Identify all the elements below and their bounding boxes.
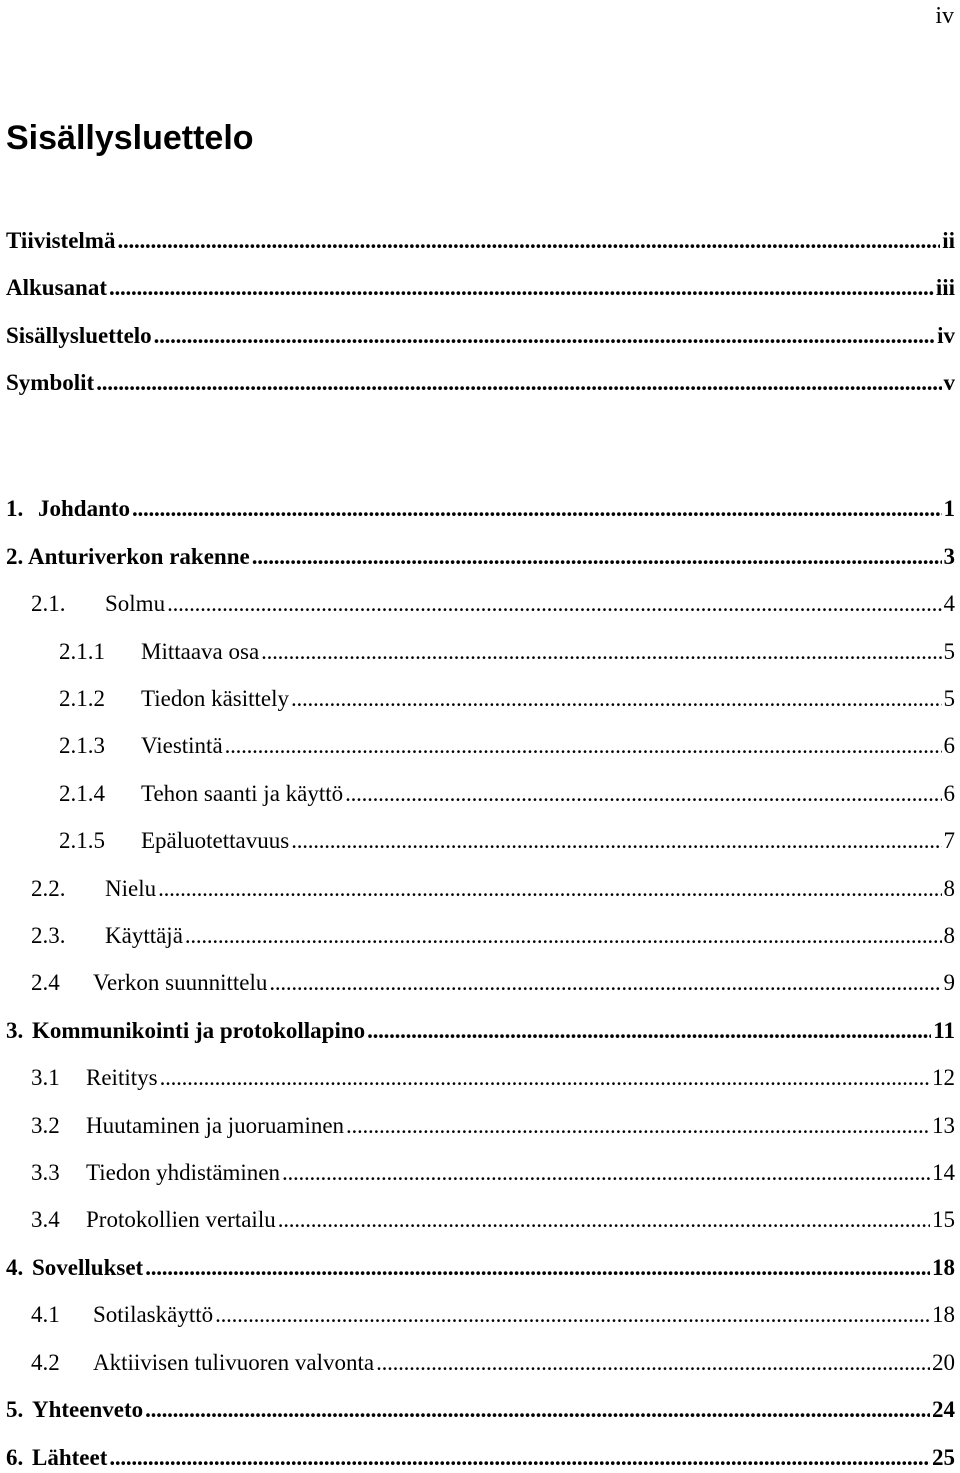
page-number: iv bbox=[935, 3, 954, 29]
toc-entry-number: 6. bbox=[6, 1445, 24, 1470]
toc-entry-title: Epäluotettavuus bbox=[141, 828, 290, 853]
toc-dot-leader bbox=[145, 1395, 930, 1425]
toc-entry[interactable] bbox=[31, 1348, 955, 1378]
toc-dot-leader bbox=[158, 874, 941, 904]
toc-entry[interactable] bbox=[59, 684, 955, 714]
toc-entry-page: iii bbox=[935, 275, 955, 300]
toc-entry-title: Tehon saanti ja käyttö bbox=[141, 781, 344, 806]
toc-entry-number: 2.1.3 bbox=[59, 733, 105, 758]
toc-entry-title: Viestintä bbox=[141, 733, 223, 758]
toc-entry[interactable] bbox=[31, 874, 955, 904]
toc-heading: Sisällysluettelo bbox=[6, 119, 254, 157]
toc-entry[interactable] bbox=[6, 1395, 955, 1425]
toc-dot-leader bbox=[291, 684, 941, 714]
toc-dot-leader bbox=[291, 826, 941, 856]
toc-entry-title: Aktiivisen tulivuoren valvonta bbox=[93, 1350, 375, 1375]
toc-entry-page: iv bbox=[937, 323, 955, 348]
toc-entry-page: v bbox=[943, 370, 955, 395]
toc-dot-leader bbox=[132, 494, 941, 524]
toc-entry[interactable] bbox=[31, 589, 955, 619]
toc-entry-number: 4.2 bbox=[31, 1350, 60, 1375]
toc-entry[interactable] bbox=[31, 968, 955, 998]
toc-entry-page: 8 bbox=[943, 876, 955, 901]
toc-entry[interactable] bbox=[6, 368, 955, 398]
toc-entry[interactable] bbox=[59, 731, 955, 761]
toc-entry-page: 20 bbox=[932, 1350, 955, 1375]
toc-entry[interactable] bbox=[6, 226, 955, 256]
toc-entry-page: 14 bbox=[932, 1160, 955, 1185]
toc-dot-leader bbox=[225, 731, 942, 761]
toc-entry-page: 5 bbox=[943, 686, 955, 711]
toc-dot-leader bbox=[269, 968, 941, 998]
toc-entry-number: 2.2. bbox=[31, 876, 66, 901]
toc-entry-page: 3 bbox=[943, 544, 955, 569]
toc-entry-title: Lähteet bbox=[32, 1445, 108, 1470]
toc-entry-number: 3.3 bbox=[31, 1160, 60, 1185]
toc-entry-number: 2.1.1 bbox=[59, 639, 105, 664]
toc-entry[interactable] bbox=[6, 1253, 955, 1283]
toc-entry[interactable] bbox=[31, 1205, 955, 1235]
toc-entry[interactable] bbox=[6, 542, 955, 572]
toc-entry-number: 2.1.5 bbox=[59, 828, 105, 853]
toc-entry-page: 6 bbox=[943, 781, 955, 806]
toc-entry-number: 5. bbox=[6, 1397, 24, 1422]
toc-entry-title: Sotilaskäyttö bbox=[93, 1302, 214, 1327]
toc-entry-title: Anturiverkon rakenne bbox=[28, 544, 250, 569]
toc-entry-page: 4 bbox=[943, 591, 955, 616]
toc-entry-number: 4. bbox=[6, 1255, 24, 1280]
toc-entry-title: Yhteenveto bbox=[32, 1397, 144, 1422]
toc-entry-title: Käyttäjä bbox=[105, 923, 183, 948]
toc-dot-leader bbox=[252, 542, 942, 572]
toc-dot-leader bbox=[109, 1443, 930, 1473]
toc-entry-number: 3. bbox=[6, 1018, 24, 1043]
toc-entry-number: 2. bbox=[6, 544, 24, 569]
toc-entry-page: 5 bbox=[943, 639, 955, 664]
toc-entry-title: Tiedon yhdistäminen bbox=[86, 1160, 281, 1185]
toc-dot-leader bbox=[96, 368, 941, 398]
toc-entry-title: Kommunikointi ja protokollapino bbox=[32, 1018, 366, 1043]
toc-entry-title: Sovellukset bbox=[32, 1255, 144, 1280]
toc-entry-number: 2.1. bbox=[31, 591, 66, 616]
toc-entry-page: 1 bbox=[943, 496, 955, 521]
toc-entry[interactable] bbox=[6, 494, 955, 524]
toc-entry[interactable] bbox=[59, 637, 955, 667]
toc-entry[interactable] bbox=[6, 1443, 955, 1473]
toc-entry-title: Alkusanat bbox=[6, 275, 107, 300]
toc-dot-leader bbox=[367, 1016, 931, 1046]
toc-dot-leader bbox=[109, 273, 934, 303]
toc-entry-page: 18 bbox=[932, 1255, 955, 1280]
toc-entry-number: 2.3. bbox=[31, 923, 66, 948]
toc-entry-page: 13 bbox=[932, 1113, 955, 1138]
toc-entry-page: 7 bbox=[943, 828, 955, 853]
toc-dot-leader bbox=[345, 779, 941, 809]
toc-entry-number: 2.1.2 bbox=[59, 686, 105, 711]
toc-entry-title: Huutaminen ja juoruaminen bbox=[86, 1113, 345, 1138]
toc-entry-page: ii bbox=[942, 228, 955, 253]
toc-entry-title: Sisällysluettelo bbox=[6, 323, 152, 348]
toc-dot-leader bbox=[278, 1205, 930, 1235]
toc-entry[interactable] bbox=[6, 1016, 955, 1046]
toc-entry[interactable] bbox=[31, 1111, 955, 1141]
toc-entry[interactable] bbox=[31, 921, 955, 951]
toc-entry[interactable] bbox=[31, 1300, 955, 1330]
toc-dot-leader bbox=[346, 1111, 930, 1141]
toc-entry-title: Tiivistelmä bbox=[6, 228, 116, 253]
toc-entry[interactable] bbox=[31, 1158, 955, 1188]
toc-entry-page: 8 bbox=[943, 923, 955, 948]
toc-entry-number: 4.1 bbox=[31, 1302, 60, 1327]
toc-entry-page: 6 bbox=[943, 733, 955, 758]
toc-entry-title: Solmu bbox=[105, 591, 166, 616]
toc-dot-leader bbox=[160, 1063, 930, 1093]
toc-entry-page: 24 bbox=[932, 1397, 955, 1422]
toc-dot-leader bbox=[154, 321, 935, 351]
toc-entry-number: 1. bbox=[6, 496, 24, 521]
toc-entry-title: Reititys bbox=[86, 1065, 158, 1090]
toc-entry-number: 3.4 bbox=[31, 1207, 60, 1232]
toc-dot-leader bbox=[185, 921, 942, 951]
toc-entry-page: 11 bbox=[933, 1018, 955, 1043]
toc-entry-page: 15 bbox=[932, 1207, 955, 1232]
toc-dot-leader bbox=[261, 637, 941, 667]
toc-entry-title: Tiedon käsittely bbox=[141, 686, 290, 711]
toc-entry[interactable] bbox=[59, 779, 955, 809]
toc-dot-leader bbox=[376, 1348, 930, 1378]
toc-entry-title: Protokollien vertailu bbox=[86, 1207, 276, 1232]
toc-entry[interactable] bbox=[31, 1063, 955, 1093]
toc-entry[interactable] bbox=[6, 273, 955, 303]
toc-entry-page: 18 bbox=[932, 1302, 955, 1327]
toc-dot-leader bbox=[145, 1253, 930, 1283]
toc-entry-title: Johdanto bbox=[38, 496, 131, 521]
toc-entry-number: 3.1 bbox=[31, 1065, 60, 1090]
toc-entry[interactable] bbox=[59, 826, 955, 856]
toc-dot-leader bbox=[117, 226, 940, 256]
toc-dot-leader bbox=[282, 1158, 930, 1188]
toc-dot-leader bbox=[215, 1300, 930, 1330]
toc-entry-number: 3.2 bbox=[31, 1113, 60, 1138]
toc-entry[interactable] bbox=[6, 321, 955, 351]
toc-entry-number: 2.4 bbox=[31, 970, 60, 995]
toc-entry-title: Symbolit bbox=[6, 370, 95, 395]
toc-entry-page: 9 bbox=[943, 970, 955, 995]
toc-dot-leader bbox=[167, 589, 941, 619]
toc-entry-title: Nielu bbox=[105, 876, 157, 901]
toc-entry-title: Verkon suunnittelu bbox=[93, 970, 268, 995]
toc-entry-title: Mittaava osa bbox=[141, 639, 260, 664]
toc-entry-number: 2.1.4 bbox=[59, 781, 105, 806]
toc-entry-page: 25 bbox=[932, 1445, 955, 1470]
toc-entry-page: 12 bbox=[932, 1065, 955, 1090]
